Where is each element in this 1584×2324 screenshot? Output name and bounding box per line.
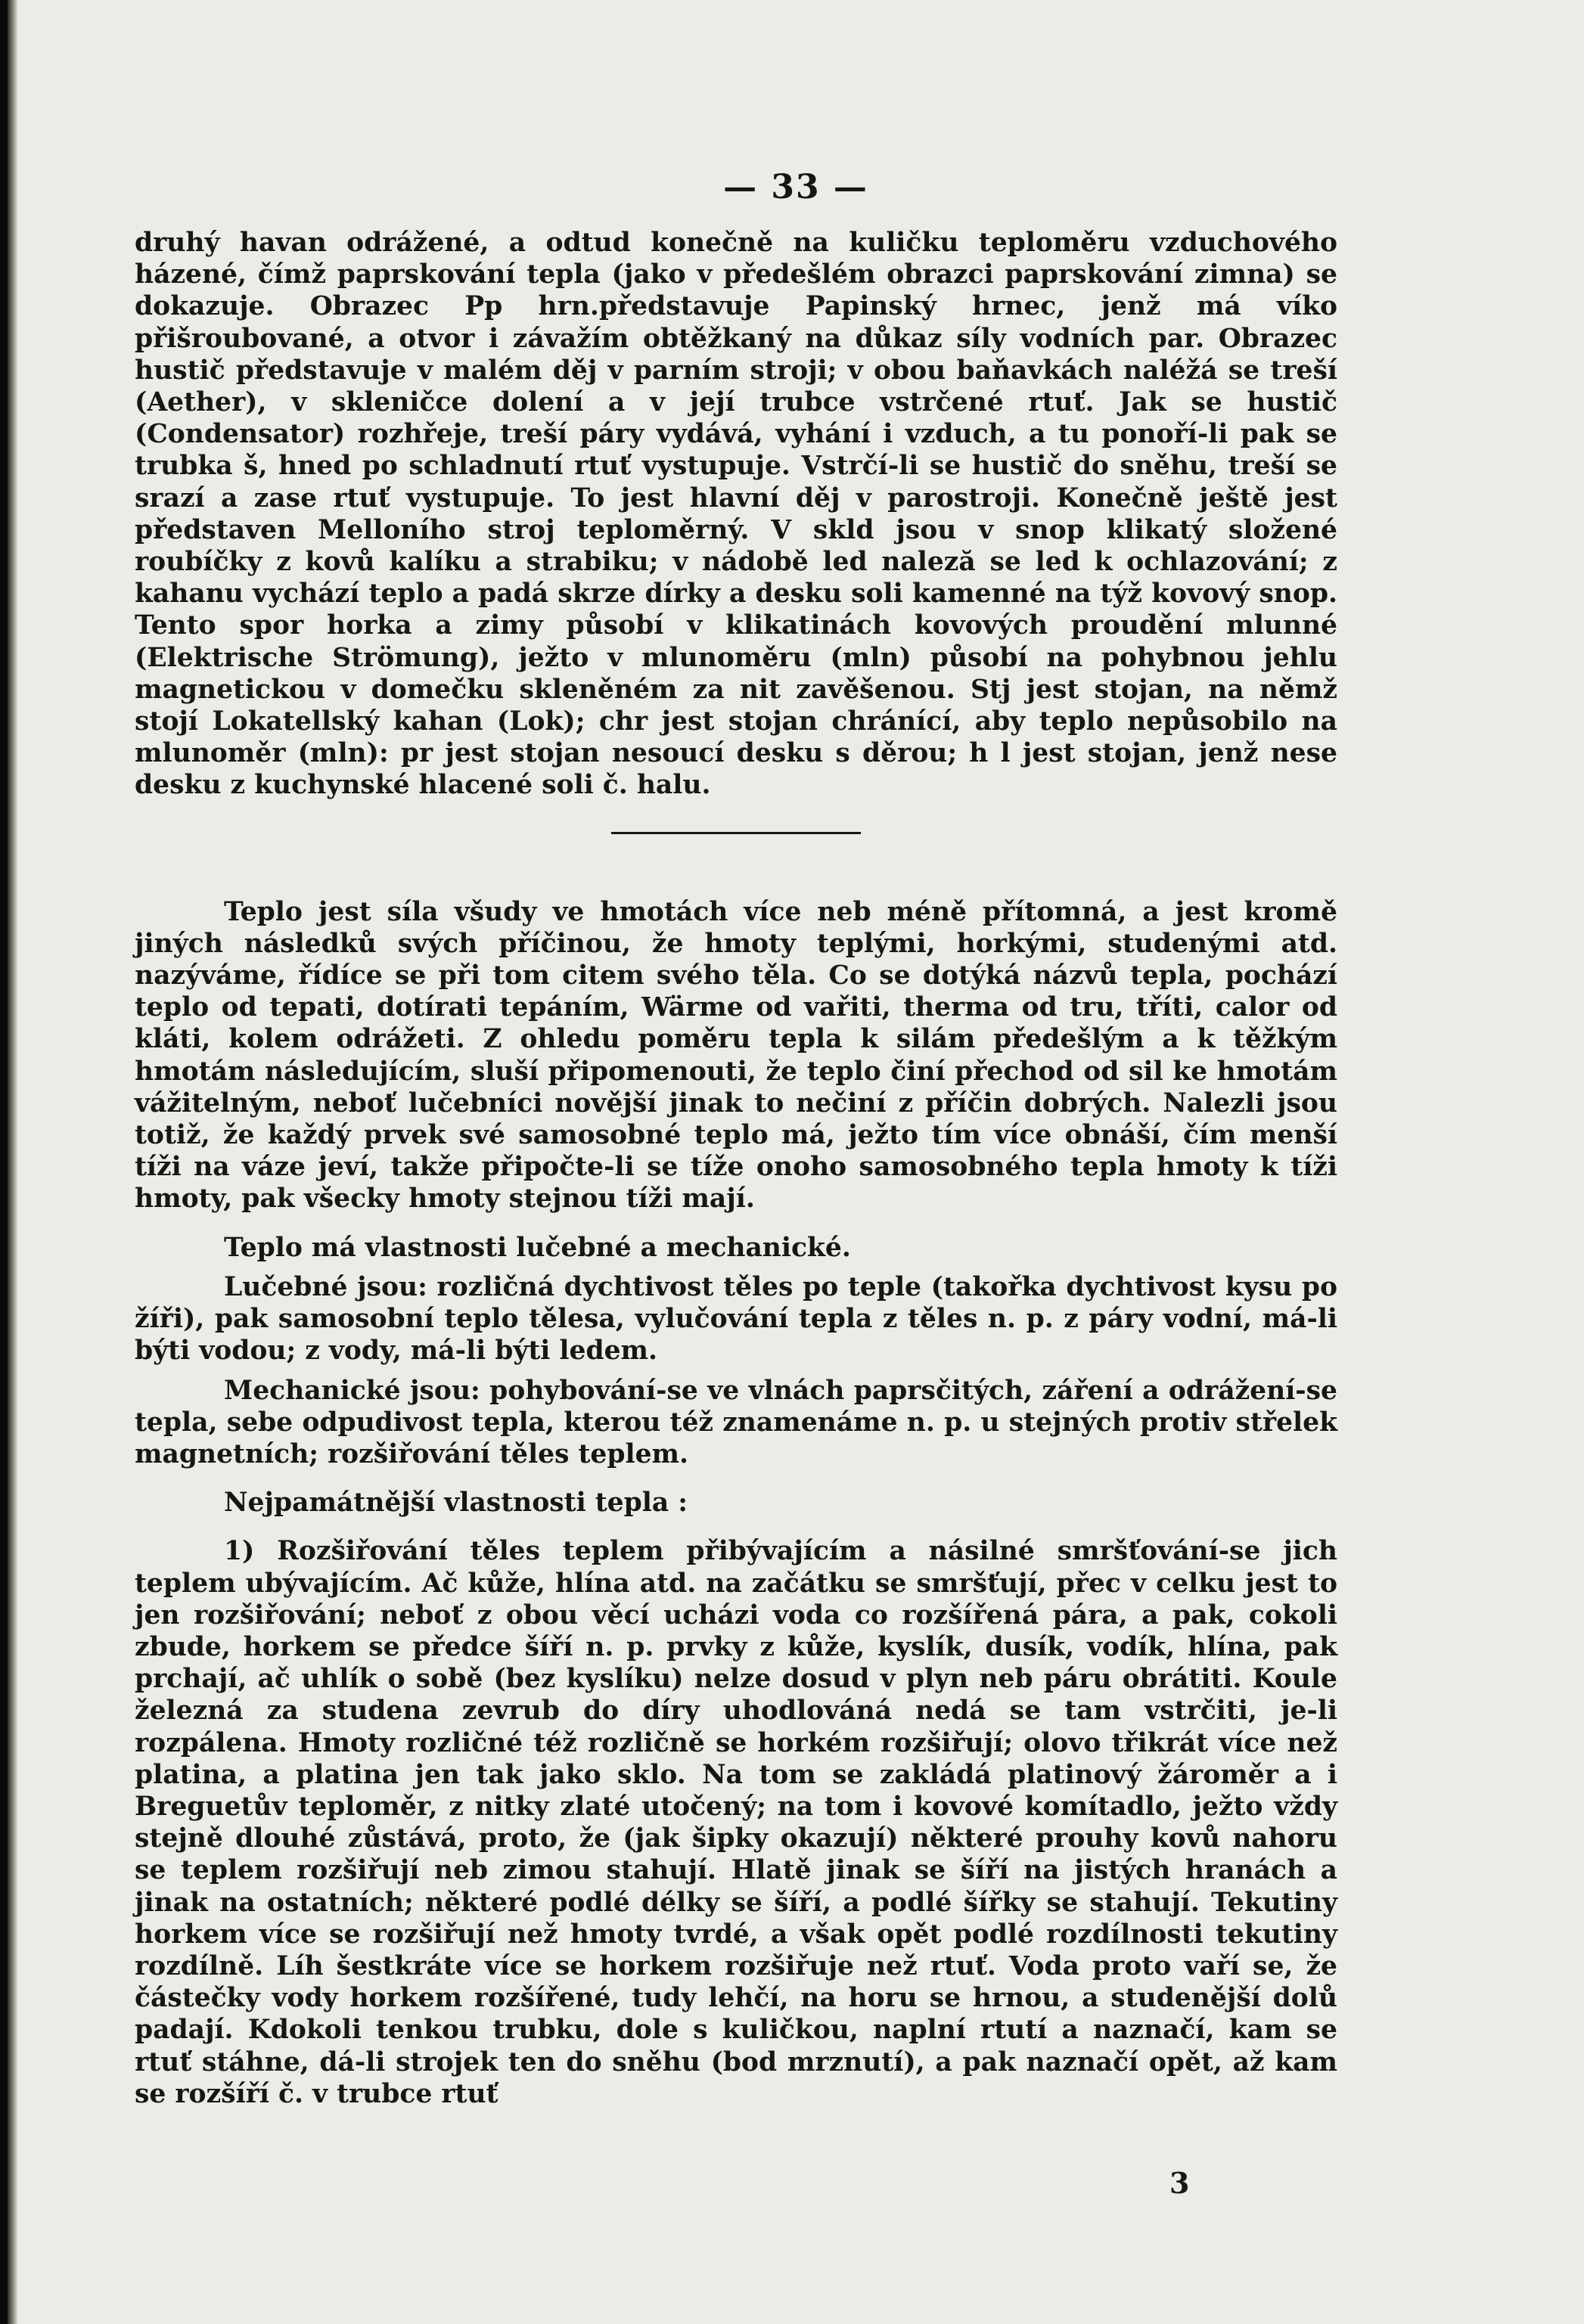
signature-mark: 3: [1169, 2166, 1190, 2200]
figure-description-paragraph: druhý havan odrážené, a odtud konečně na kuličku teploměru vzduchového házené, čímž paprskování tepla (jako v předešlém obrazci paprskování zimna) se dokazuje. Obrazec Pp hrn.představuje Papinský hrnec, jenž má víko přišroubované, a otvor i závažím obtěžkaný na důkaz síly vodních par. Obrazec hustič představuje v malém děj v parním stroji; v obou baňavkách naléžá se treší (Aether), v skleničce dolení a v její trubce vstrčené rtuť. Jak se hustič (Condensator) rozhřeje, treší páry vydává, vyhání i vzduch, a tu ponoří-li pak se trubka š, hned po schladnutí rtuť vystupuje. Vstrčí-li se hustič do sněhu, treší se srazí a zase rtuť vystupuje. To jest hlavní děj v parostroji. Konečně ještě jest představen Melloního stroj teploměrný. V skld jsou v snop klikatý složené roubíčky z kovů kalíku a strabiku; v nádobě led naleză se led k ochlazování; z kahanu vychází teplo a padá skrze dírky a desku soli kamenné na týž kovový snop. Tento spor horka a zimy působí v klikatinách kovových proudění mlunné (Elektrische Strömung), ježto v mlunoměru (mln) působí na pohybnou jehlu magnetickou v domečku skleněném za nit zavěšenou. Stj jest stojan, na němž stojí Lokatellský kahan (Lok); chr jest stojan chránící, aby teplo nepůsobilo na mlunoměr (mln): pr jest stojan nesoucí desku s děrou; h l jest stojan, jenž nese desku z kuchynské hlacené soli č. halu.: [135, 228, 1337, 801]
paragraph-mechanical-properties: Mechanické jsou: pohybování-se ve vlnách paprsčitých, záření a odrážení-se tepla, sebe odpudivost tepla, kterou též znamenáme n. p. u stejných protiv střelek magnetních; rozšiřování těles teplem.: [135, 1375, 1337, 1469]
paragraph-expansion: 1) Rozšiřování těles teplem přibývajícím a násilné smršťování-se jich teplem ubývajícím. Ač kůže, hlína atd. na začátku se smršťují, přec v celku jest to jen rozšiřování; neboť z obou věcí ucházi voda co rozšířená pára, a pak, cokoli zbude, horkem se předce šíří n. p. prvky z kůže, kyslík, dusík, vodík, hlína, pak prchají, ač uhlík o sobě (bez kyslíku) nelze dosud v plyn neb páru obrátiti. Koule železná za studena zevrub do díry uhodlováná nedá se tam vstrčiti, je-li rozpálena. Hmoty rozličné též rozličně se horkém rozšiřují; olovo třikrát více než platina, a platina jen tak jako sklo. Na tom se zakládá platinový žároměr a i Breguetův teploměr, z nitky zlaté utočený; na tom i kovové komítadlo, ježto vždy stejně dlouhé zůstává, proto, že (jak šipky okazují) některé prouhy kovů nahoru se teplem rozšiřují neb zimou stahují. Hlatě jinak se šíří na jistých hranách a jinak na ostatních; některé podlé délky se šíří, a podlé šířky se stahují. Tekutiny horkem více se rozšiřují než hmoty tvrdé, a však opět podlé rozdílnosti tekutiny rozdílně. Líh šestkráte více se horkem rozšiřuje než rtuť. Voda proto vaří se, že částečky vody horkem rozšířené, tudy lehčí, na horu se hrnou, a studenější dolů padají. Kdokoli tenkou trubku, dole s kuličkou, naplní rtutí a naznačí, kam se rtuť stáhne, dá-li strojek ten do sněhu (bod mrznutí), a pak naznačí opět, až kam se rozšíří č. v trubce rtuť: [135, 1536, 1337, 2109]
page-binding-edge: [8, 0, 18, 2324]
paragraph-heat-definition: Teplo jest síla všudy ve hmotách více neb méně přítomná, a jest kromě jiných následků svých příčinou, že hmoty teplými, horkými, studenými atd. nazýváme, řídíce se při tom citem svého těla. Co se dotýká názvů tepla, pochází teplo od tepati, dotírati tepáním, Wärme od vařiti, therma od tru, tříti, calor od kláti, kolem odrážeti. Z ohledu poměru tepla k silám předešlým a k těžkým hmotám následujícím, sluší připomenouti, že teplo činí přechod od sil ke hmotám vážitelným, neboť lučebníci novější jinak to nečiní z příčin dobrých. Nalezli jsou totiž, že každý prvek své samosobné teplo má, ježto tím více obnáší, čím menší tíži na váze jeví, takže připočte-li se tíže onoho samosobného tepla hmoty k tíži hmoty, pak všecky hmoty stejnou tíži mají.: [135, 896, 1337, 1215]
paragraph-notable-properties-heading: Nejpamátnější vlastnosti tepla :: [224, 1488, 688, 1519]
page-number: — 33 —: [723, 168, 868, 206]
paragraph-heat-properties: Teplo má vlastnosti lučebné a mechanické.: [224, 1232, 851, 1263]
book-page: [8, 0, 1584, 2324]
page-body: [135, 227, 1337, 2110]
paragraph-chemical-properties: Lučebné jsou: rozličná dychtivost těles po teple (takořka dychtivost kysu po žíři), pak samosobní teplo tělesa, vylučování tepla z těles n. p. z páry vodní, má-li býti vodou; z vody, má-li býti ledem.: [135, 1271, 1337, 1367]
section-divider: [611, 832, 861, 834]
